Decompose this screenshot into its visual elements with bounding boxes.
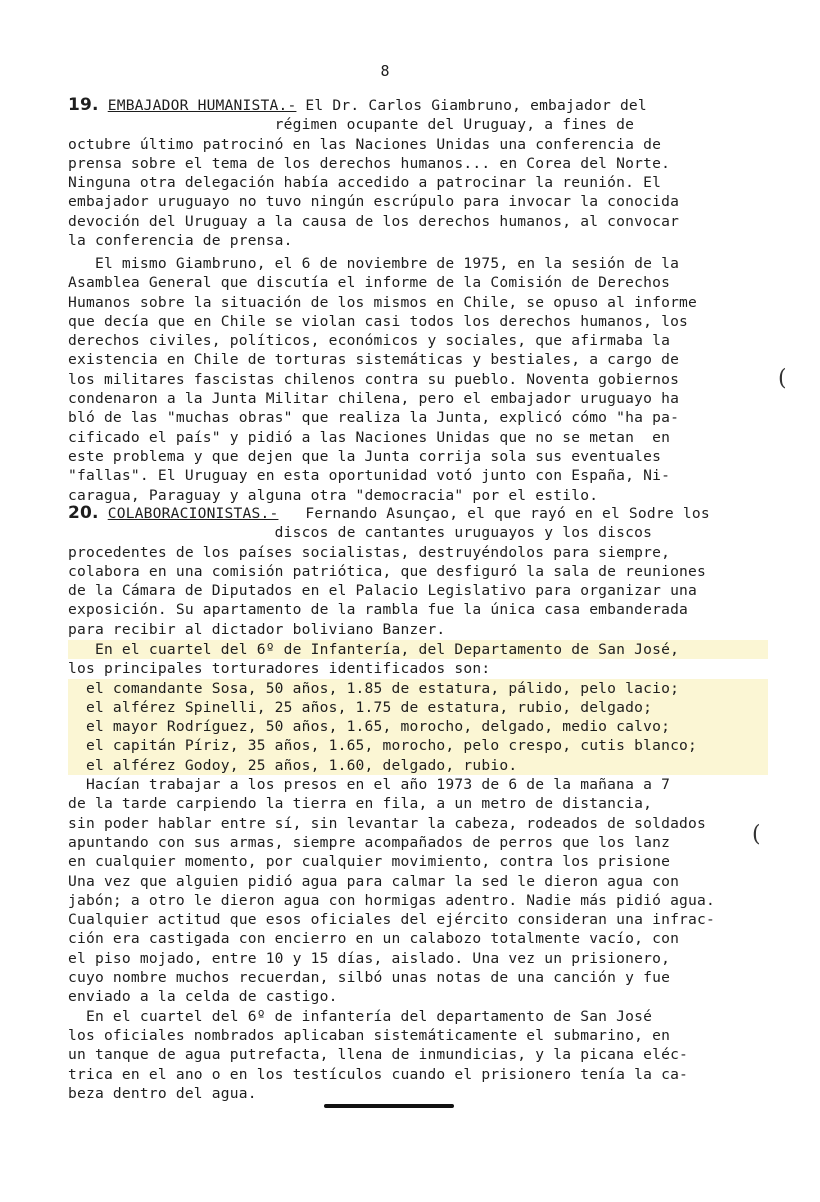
text-line: cificado el país" y pidió a las Naciones Unidas que no se metan en <box>68 428 671 446</box>
text-line: existencia en Chile de torturas sistemáticas y bestiales, a cargo de <box>68 351 680 369</box>
section-19-heading-line <box>68 96 768 115</box>
end-rule <box>324 1104 454 1108</box>
text-line: Una vez que alguien pidió agua para calmar la sed le dieron agua con <box>68 872 680 890</box>
text-line: este problema y que dejen que la Junta corrija sola sus eventuales <box>68 447 662 465</box>
text-line: Cualquier actitud que esos oficiales del ejército consideran una infrac- <box>68 911 716 929</box>
heading-line-text: El Dr. Carlos Giambruno, embajador del <box>296 97 647 114</box>
section-heading: EMBAJADOR HUMANISTA.- <box>107 97 297 114</box>
text-line: prensa sobre el tema de los derechos humanos... en Corea del Norte. <box>68 154 671 172</box>
torturer-entry: el capitán Píriz, 35 años, 1.65, morocho, pelo crespo, cutis blanco; <box>68 736 768 755</box>
torturer-entry: el alférez Godoy, 25 años, 1.60, delgado, rubio. <box>68 756 768 775</box>
section-19 <box>68 96 768 250</box>
section-20-heading-line <box>68 504 768 523</box>
text-line: Hacían trabajar a los presos en el año 1973 de 6 de la mañana a 7 <box>68 776 671 794</box>
text-line: Humanos sobre la situación de los mismos en Chile, se opuso al informe <box>68 293 698 311</box>
page-number: 8 <box>380 62 390 80</box>
text-line: los oficiales nombrados aplicaban sistemáticamente el submarino, en <box>68 1026 671 1044</box>
paragraph-giambruno <box>68 254 768 505</box>
torturer-entry: el comandante Sosa, 50 años, 1.85 de estatura, pálido, pelo lacio; <box>68 679 768 698</box>
section-number: 20. <box>68 503 99 523</box>
section-20 <box>68 504 768 639</box>
section-heading: COLABORACIONISTAS.- <box>107 505 279 522</box>
text-line: El mismo Giambruno, el 6 de noviembre de 1975, en la sesión de la <box>68 255 680 272</box>
text-line: En el cuartel del 6º de infantería del departamento de San José <box>68 1007 653 1025</box>
text-line: devoción del Uruguay a la causa de los derechos humanos, al convocar <box>68 212 680 230</box>
text-line: sin poder hablar entre sí, sin levantar la cabeza, rodeados de soldados <box>68 814 707 832</box>
text-line: Ninguna otra delegación había accedido a patrocinar la reunión. El <box>68 174 662 192</box>
text-line: régimen ocupante del Uruguay, a fines de <box>68 116 635 134</box>
text-line: condenaron a la Junta Militar chilena, pero el embajador uruguayo ha <box>68 390 680 408</box>
text-line: trica en el ano o en los testículos cuando el prisionero tenía la ca- <box>68 1065 689 1083</box>
text-line: el piso mojado, entre 10 y 15 días, aislado. Una vez un prisionero, <box>68 949 671 967</box>
text-line: cuyo nombre muchos recuerdan, silbó unas notas de una canción y fue <box>68 969 671 987</box>
text-line: Asamblea General que discutía el informe de la Comisión de Derechos <box>68 274 671 292</box>
text-line: procedentes de los países socialistas, destruyéndolos para siempre, <box>68 543 671 561</box>
text-line: exposición. Su apartamento de la rambla fue la única casa embanderada <box>68 601 689 619</box>
margin-mark: ( <box>752 822 761 847</box>
text-line: apuntando con sus armas, siempre acompañados de perros que los lanz <box>68 833 671 851</box>
text-line: de la tarde carpiendo la tierra en fila, a un metro de distancia, <box>68 795 653 813</box>
text-line: que decía que en Chile se violan casi todos los derechos humanos, los <box>68 312 689 330</box>
torturer-entry: el mayor Rodríguez, 50 años, 1.65, morocho, delgado, medio calvo; <box>68 717 768 736</box>
text-line: la conferencia de prensa. <box>68 232 293 250</box>
text-line: caragua, Paraguay y alguna otra "democracia" por el estilo. <box>68 486 599 504</box>
text-line: "fallas". El Uruguay en esta oportunidad votó junto con España, Ni- <box>68 467 671 485</box>
text-line: discos de cantantes uruguayos y los discos <box>68 524 653 542</box>
section-number: 19. <box>68 95 99 115</box>
text-line: beza dentro del agua. <box>68 1084 257 1102</box>
text-line: octubre último patrocinó en las Naciones Unidas una conferencia de <box>68 135 662 153</box>
text-line: bló de las "muchas obras" que realiza la Junta, explicó cómo "ha pa- <box>68 409 680 427</box>
torturers-section <box>68 640 768 1103</box>
torturers-intro-line: En el cuartel del 6º de Infantería, del Departamento de San José, <box>68 640 768 659</box>
text-line: los militares fascistas chilenos contra su pueblo. Noventa gobiernos <box>68 370 680 388</box>
text-line: de la Cámara de Diputados en el Palacio Legislativo para organizar una <box>68 582 698 600</box>
text-line: un tanque de agua putrefacta, llena de inmundicias, y la picana eléc- <box>68 1046 689 1064</box>
margin-mark: ( <box>778 366 787 391</box>
text-line: enviado a la celda de castigo. <box>68 988 338 1006</box>
heading-line-text: Fernando Asunçao, el que rayó en el Sodre los <box>278 505 710 522</box>
torturers-intro-line: los principales torturadores identificados son: <box>68 660 491 678</box>
text-line: colabora en una comisión patriótica, que desfiguró la sala de reuniones <box>68 562 707 580</box>
text-line: en cualquier momento, por cualquier movimiento, contra los prisione <box>68 853 671 871</box>
text-line: jabón; a otro le dieron agua con hormigas adentro. Nadie más pidió agua. <box>68 891 716 909</box>
text-line: ción era castigada con encierro en un calabozo totalmente vacío, con <box>68 930 680 948</box>
torturer-entry: el alférez Spinelli, 25 años, 1.75 de estatura, rubio, delgado; <box>68 698 768 717</box>
text-line: derechos civiles, políticos, económicos y sociales, que afirmaba la <box>68 332 671 350</box>
text-line: embajador uruguayo no tuvo ningún escrúpulo para invocar la conocida <box>68 193 680 211</box>
text-line: para recibir al dictador boliviano Banzer. <box>68 620 446 638</box>
